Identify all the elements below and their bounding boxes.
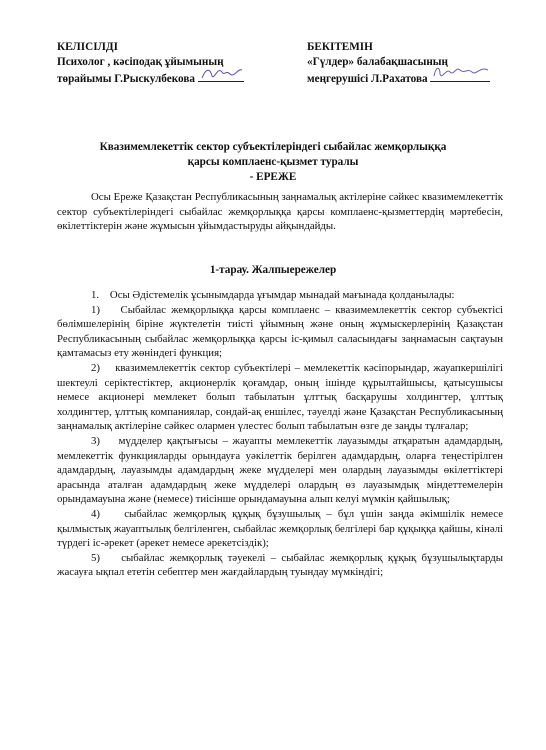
approved-name-row bbox=[307, 70, 543, 87]
agreed-position: Психолог , кәсіподақ ұйымының bbox=[57, 56, 224, 68]
agreed-name-row bbox=[57, 70, 297, 87]
list-item: 4) сыбайлас жемқорлық құқық бұзушылық – бұл үшін заңда әкімшілік немесе қылмыстық жауаптылық белгіленген, сыбайлас жемқорлық белгілері бар құқыққа қайшы, кінәлі түрдегі іс-әрекет (әрекет немесе әрекетсіздік); bbox=[57, 507, 503, 550]
list-item: 2) квазимемлекеттік сектор субъектілері – мемлекеттік кәсіпорындар, жауапкершілігі шектеулі серіктестіктер, акционерлік қоғамдар, оның ішінде құрылтайшысы, қатысушысы немесе акционері мемлекет болып табылатын ұлттық басқарушы холдингтер, ұлттық холдингтер, ұлттық компаниялар, сондай-ақ еншілес, тәуелді және Қазақстан Республикасының заңнамалық актілеріне сәйкес олармен үлестес болып табылатын өзге де заңды тұлғалар; bbox=[57, 361, 503, 433]
agreed-name: төрайымы Г.Рыскулбекова bbox=[57, 73, 195, 85]
agreed-block bbox=[57, 40, 297, 87]
list-item: 1) Сыбайлас жемқорлыққа қарсы комплаенс – квазимемлекеттік сектор субъектісі бөлімшелерінің біріне жүктелетін тиісті ұйымның және оның жұмыскерлерінің Қазақстан Республикасының сыбайлас жемқорлыққа қарсы іс-қимыл саласындағы заңнамасын сақтауын қамтамасыз ету жөніндегі функция; bbox=[57, 303, 503, 360]
title-line-1: Квазимемлекеттік сектор субъектілеріндегі сыбайлас жемқорлыққа bbox=[99, 141, 447, 153]
approved-name: меңгерушісі Л.Рахатова bbox=[307, 73, 428, 85]
approved-org: «Гүлдер» балабақшасының bbox=[307, 56, 448, 68]
title-line-3: - ЕРЕЖЕ bbox=[249, 171, 297, 183]
intro-paragraph: Осы Ереже Қазақстан Республикасының заңнамалық актілеріне сәйкес квазимемлекеттік сектор субъектілеріндегі сыбайлас жемқорлыққа қарсы комплаенс-қызметтердің мәртебесін, өкілеттіктерін және жұмысын ұйымдастыруды айқындайды. bbox=[57, 191, 503, 233]
signature-icon bbox=[200, 64, 244, 82]
agreed-signature bbox=[198, 70, 244, 82]
signature-icon bbox=[432, 64, 490, 82]
agreed-heading: КЕЛІСІЛДІ bbox=[57, 41, 118, 53]
approved-signature bbox=[430, 70, 490, 82]
definitions-list bbox=[57, 288, 503, 580]
title-line-2: қарсы комплаенс-қызмет туралы bbox=[187, 156, 359, 168]
list-item: 5) сыбайлас жемқорлық тәуекелі – сыбайлас жемқорлық құқық бұзушылықтарды жасауға ықпал ететін себептер мен жағдайлардың туындау мүмкіндігі; bbox=[57, 551, 503, 579]
list-item: 3) мүдделер қақтығысы – жауапты мемлекеттік лауазымды атқаратын адамдардың, мемлекеттік функцияларды орындауға уәкілеттік берілген адамдардың, оларға теңестірілген адамдардың, лауазымды адамдардың жеке мүдделері мен олардың лауазымды өкілеттіктері арасында аталған адамдардың жеке мүдделері олардың өз лауазымдық міндеттемелерін орындамауына және (немесе) тиісінше орындамауына алып келуі мүмкін қайшылық; bbox=[57, 434, 503, 506]
list-item: 1. Осы Әдістемелік ұсынымдарда ұғымдар мынадай мағынада қолданылады: bbox=[91, 289, 455, 301]
section-title: 1-тарау. Жалпыережелер bbox=[209, 264, 337, 276]
approved-block bbox=[307, 40, 543, 87]
approved-heading: БЕКІТЕМІН bbox=[307, 41, 373, 53]
document-title bbox=[0, 140, 546, 185]
